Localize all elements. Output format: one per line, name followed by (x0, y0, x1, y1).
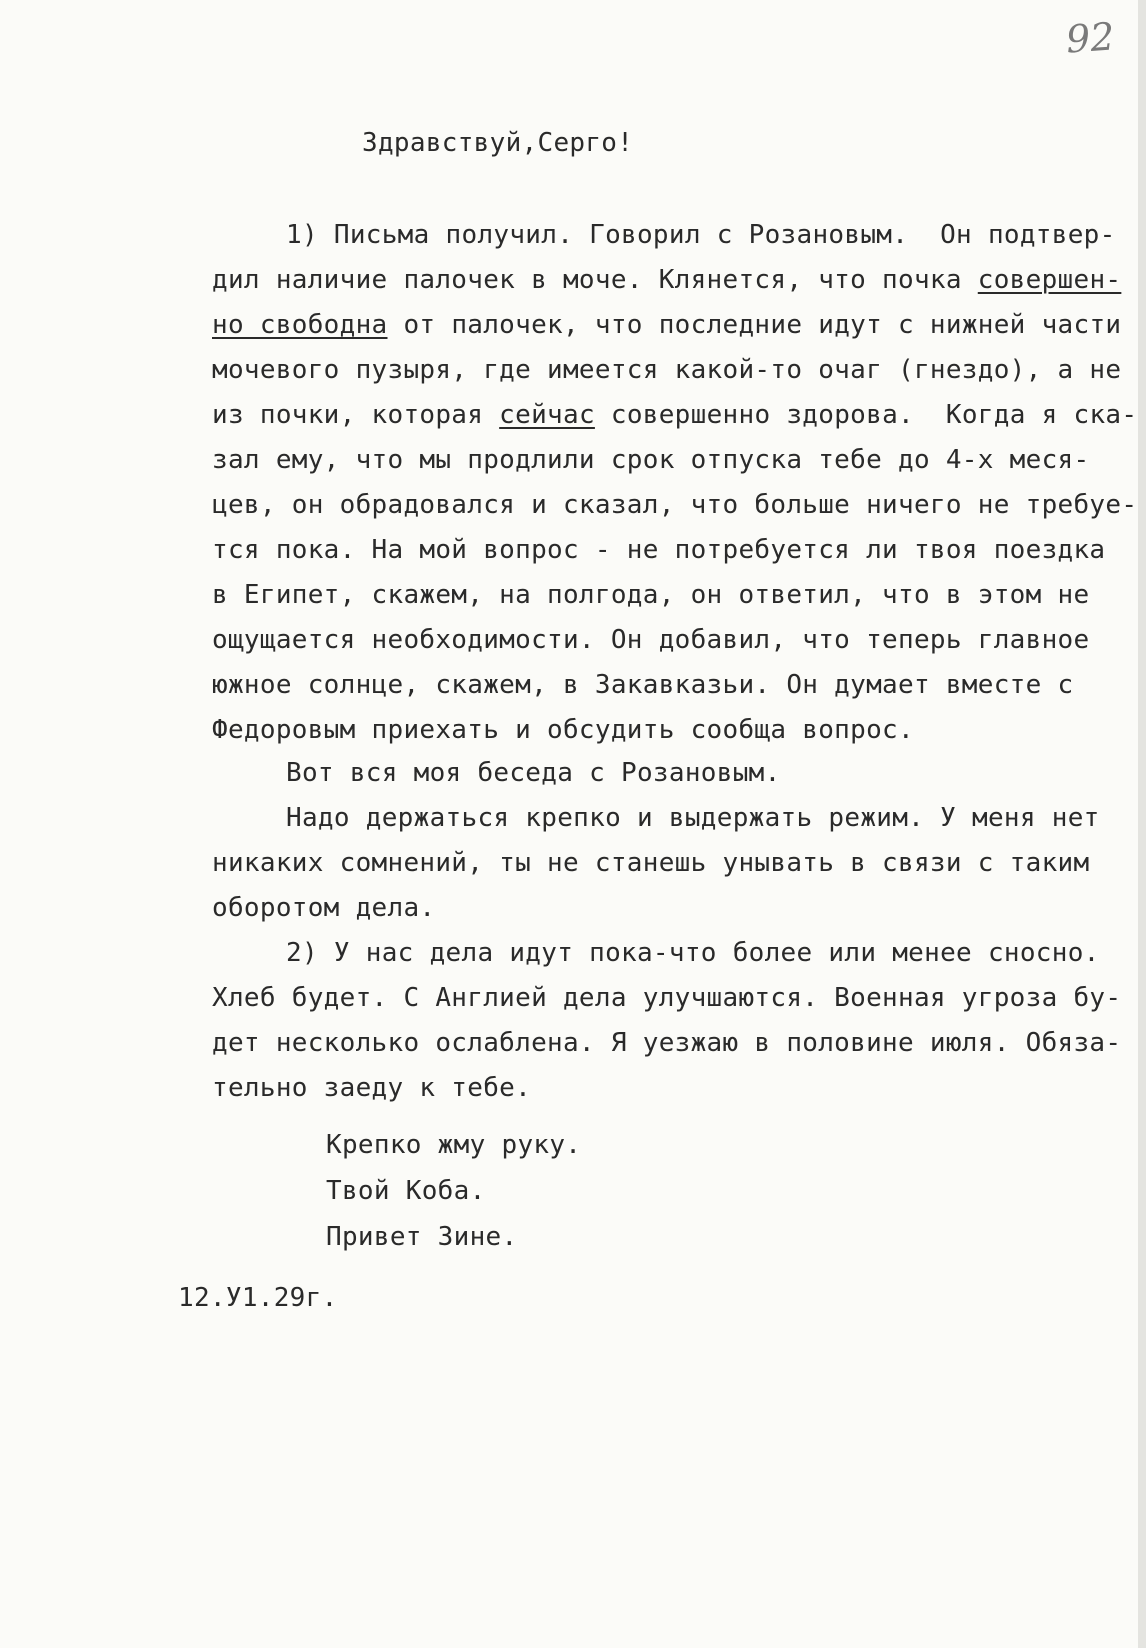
paragraph-3-line-2: никаких сомнений, ты не станешь унывать в связи с таким (212, 848, 1090, 878)
paragraph-4-line-2: Хлеб будет. С Англией дела улучшаются. Военная угроза бу- (212, 983, 1122, 1013)
paragraph-1-line-12: Федоровым приехать и обсудить сообща вопрос. (212, 715, 914, 745)
underlined-word-svobodna: но свободна (212, 310, 388, 340)
paragraph-1-line-2 (212, 265, 1121, 295)
paragraph-3-line-1: Надо держаться крепко и выдержать режим. У меня нет (286, 803, 1100, 833)
paragraph-1-line-4: мочевого пузыря, где имеется какой-то очаг (гнездо), а не (212, 355, 1122, 385)
underlined-word-seychas: сейчас (499, 400, 595, 430)
paragraph-1-line-3 (212, 310, 1121, 340)
paragraph-2: Вот вся моя беседа с Розановым. (286, 758, 781, 788)
paragraph-1-line-2-text: дил наличие палочек в моче. Клянется, что почка (212, 265, 978, 295)
greeting: Здравствуй,Серго! (362, 128, 634, 158)
underlined-word-sovershenno: совершен- (977, 265, 1122, 295)
paragraph-1-line-9: в Египет, скажем, на полгода, он ответил, что в этом не (212, 580, 1090, 610)
paragraph-1-line-10: ощущается необходимости. Он добавил, что теперь главное (212, 625, 1090, 655)
page-number: 92 (1064, 14, 1116, 62)
closing-line-1: Крепко жму руку. (326, 1130, 582, 1160)
paragraph-1-line-3-text: от палочек, что последние идут с нижней части (387, 310, 1122, 340)
paragraph-1-line-5-start: из почки, которая (212, 400, 500, 430)
paragraph-3-line-3: оборотом дела. (212, 893, 436, 923)
paragraph-4-line-4: тельно заеду к тебе. (212, 1073, 532, 1103)
paragraph-1-line-1: 1) Письма получил. Говорил с Розановым. Он подтвер- (286, 220, 1116, 250)
closing-signature: Твой Коба. (326, 1176, 486, 1206)
paragraph-1-line-5 (212, 400, 1137, 430)
paragraph-1-line-6: зал ему, что мы продлили срок отпуска тебе до 4-х меся- (212, 445, 1090, 475)
paragraph-1-line-5-end: совершенно здорова. Когда я ска- (594, 400, 1138, 430)
letter-date: 12.У1.29г. (178, 1283, 338, 1313)
paragraph-4-line-3: дет несколько ослаблена. Я уезжаю в половине июля. Обяза- (212, 1028, 1122, 1058)
closing-regards: Привет Зине. (326, 1222, 518, 1252)
paragraph-1-line-8: тся пока. На мой вопрос - не потребуется ли твоя поездка (212, 535, 1106, 565)
paragraph-1-line-11: южное солнце, скажем, в Закавказьи. Он думает вместе с (212, 670, 1074, 700)
paragraph-1-line-7: цев, он обрадовался и сказал, что больше ничего не требуе- (212, 490, 1138, 520)
paragraph-4-line-1: 2) У нас дела идут пока-что более или менее сносно. (286, 938, 1100, 968)
